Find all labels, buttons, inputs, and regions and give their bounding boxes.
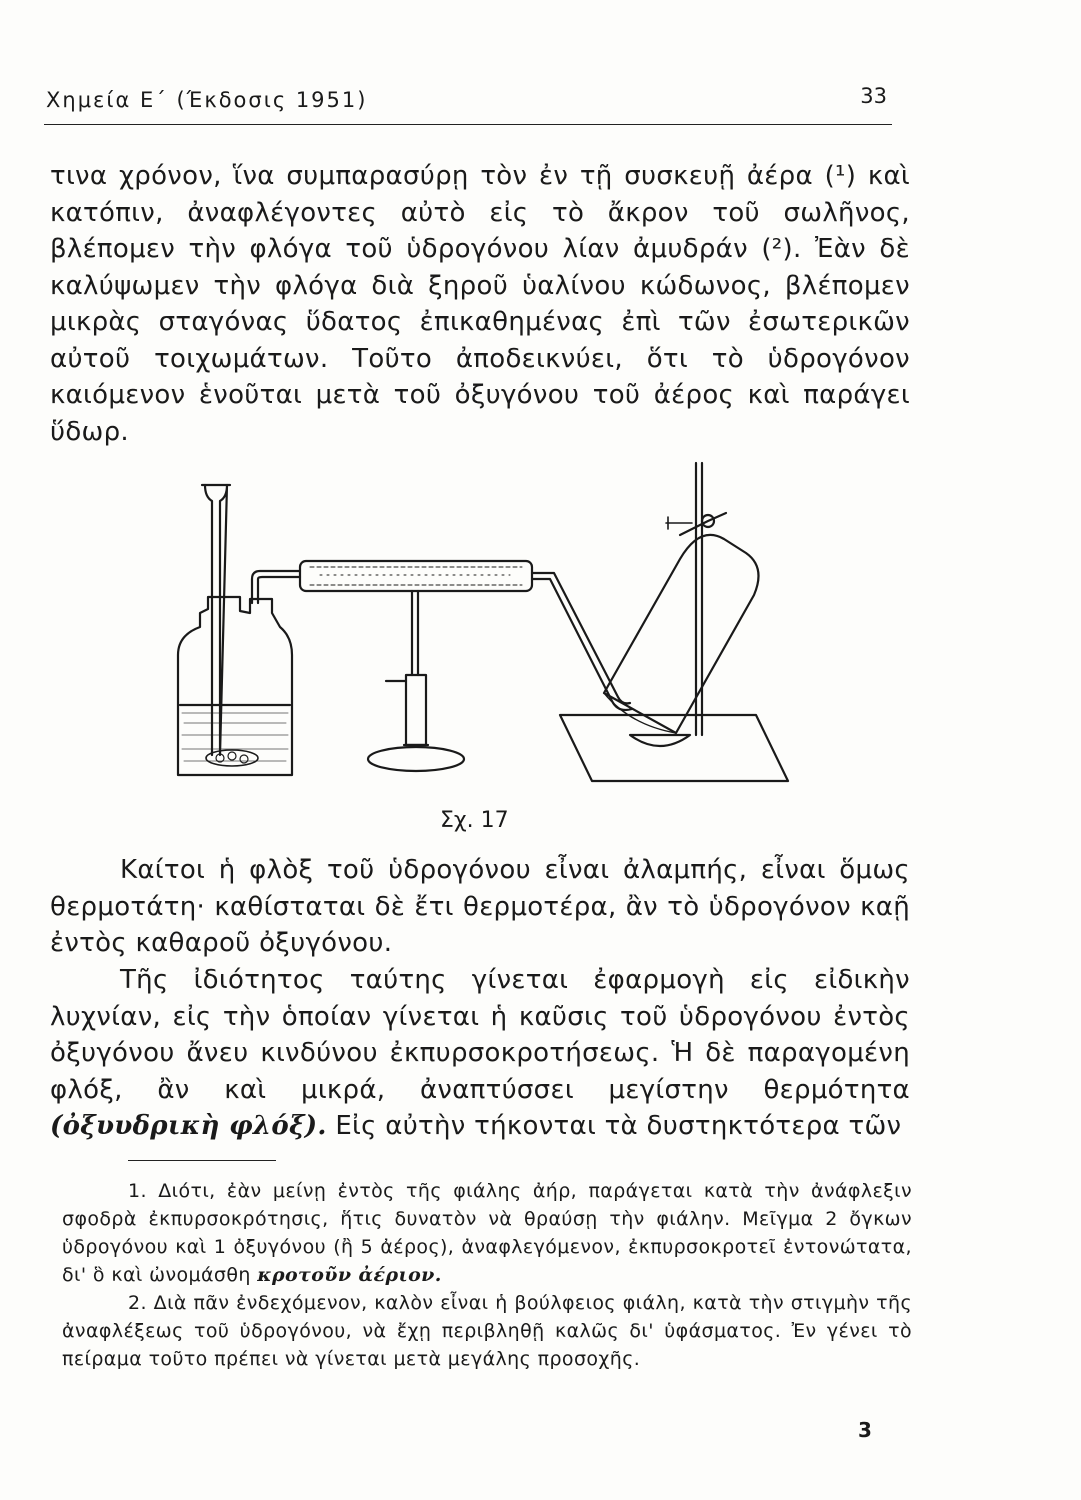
signature-mark: 3 xyxy=(858,1418,872,1442)
figure-caption: Σχ. 17 xyxy=(440,808,509,833)
footnotes xyxy=(62,1177,912,1373)
outlet-tube-icon xyxy=(532,573,632,710)
base-board-icon xyxy=(560,715,788,781)
drying-tube-icon xyxy=(300,561,532,591)
woulfe-bottle-icon xyxy=(178,597,292,775)
paragraph-1: τινα χρόνον, ἵνα συμπαρασύρῃ τὸν ἐν τῇ συσκευῇ ἀέρα (¹) καὶ κατόπιν, ἀναφλέγοντες αὐτὸ εἰς τὸ ἄκρον τοῦ σωλῆνος, βλέπομεν τὴν φλόγα τοῦ ὑδρογόνου λίαν ἀμυδράν (²). Ἐὰν δὲ καλύψωμεν τὴν φλόγα διὰ ξηροῦ ὑαλίνου κώδωνος, βλέπομεν μικρὰς σταγόνας ὕδατος ἐπικαθημένας ἐπὶ τῶν ἐσωτερικῶν αὐτοῦ τοιχωμάτων. Τοῦτο ἀποδεικνύει, ὅτι τὸ ὑδρογόνον καιόμενον ἑνοῦται μετὰ τοῦ ὀξυγόνου τοῦ ἀέρος καὶ παράγει ὕδωρ. xyxy=(50,161,910,447)
footnote-1-emphasis: κροτοῦν ἀέριον. xyxy=(257,1264,442,1286)
paragraph-3-emphasis: (ὀξυυδρικὴ φλόξ). xyxy=(50,1111,327,1141)
footnote-1-text: 1. Διότι, ἐὰν μείνῃ ἐντὸς τῆς φιάλης ἀήρ, παράγεται κατὰ τὴν ἀνάφλεξιν σφοδρὰ ἐκπυρσοκρότησις, ἥτις δυνατὸν νὰ θραύσῃ τὴν φιάλην. Μεῖγμα 2 ὄγκων ὑδρογόνου καὶ 1 ὀξυγόνου (ἢ 5 ἀέρος), ἀναφλεγόμενον, ἐκπυρσοκροτεῖ ἐντονώτατα, δι' ὃ καὶ ὠνομάσθη xyxy=(62,1180,912,1286)
running-header xyxy=(46,84,891,112)
header-title: Χημεία Ε΄ (Έκδοσις 1951) xyxy=(46,88,368,112)
page-number: 33 xyxy=(860,84,887,108)
paragraph-3-tail: Εἰς αὐτὴν τήκονται τὰ δυστηκτότερα τῶν xyxy=(335,1111,902,1141)
paragraph-3 xyxy=(50,962,910,1145)
figure-17-illustration xyxy=(160,455,800,795)
footnote-2: 2. Διὰ πᾶν ἐνδεχόμενον, καλὸν εἶναι ἡ βούλφειος φιάλη, κατὰ τὴν στιγμὴν τῆς ἀναφλέξεως τοῦ ὑδρογόνου, νὰ ἔχῃ περιβληθῇ καλῶς δι' ὑφάσματος. Ἐν γένει τὸ πείραμα τοῦτο πρέπει νὰ γίνεται μετὰ μεγάλης προσοχῆς. xyxy=(62,1292,912,1370)
header-rule xyxy=(44,124,892,125)
footnote-1 xyxy=(62,1177,912,1289)
paragraph-2: Καίτοι ἡ φλὸξ τοῦ ὑδρογόνου εἶναι ἀλαμπής, εἶναι ὅμως θερμοτάτη· καθίσταται δὲ ἔτι θερμοτέρα, ἂν τὸ ὑδρογόνον καῇ ἐντὸς καθαροῦ ὀξυγόνου. xyxy=(50,855,910,958)
bell-jar-icon xyxy=(604,463,759,735)
bunsen-burner-icon xyxy=(368,591,464,771)
paragraph-3-text: Τῆς ἰδιότητος ταύτης γίνεται ἐφαρμογὴ εἰς εἰδικὴν λυχνίαν, εἰς τὴν ὁποίαν γίνεται ἡ καῦσις τοῦ ὑδρογόνου ἐντὸς ὀξυγόνου ἄνευ κινδύνου ἐκπυρσοκροτήσεως. Ἡ δὲ παραγομένη φλόξ, ἂν καὶ μικρά, ἀναπτύσσει μεγίστην θερμότητα xyxy=(50,965,910,1105)
funnel-tube-icon xyxy=(202,485,230,755)
footnote-rule xyxy=(128,1160,276,1161)
